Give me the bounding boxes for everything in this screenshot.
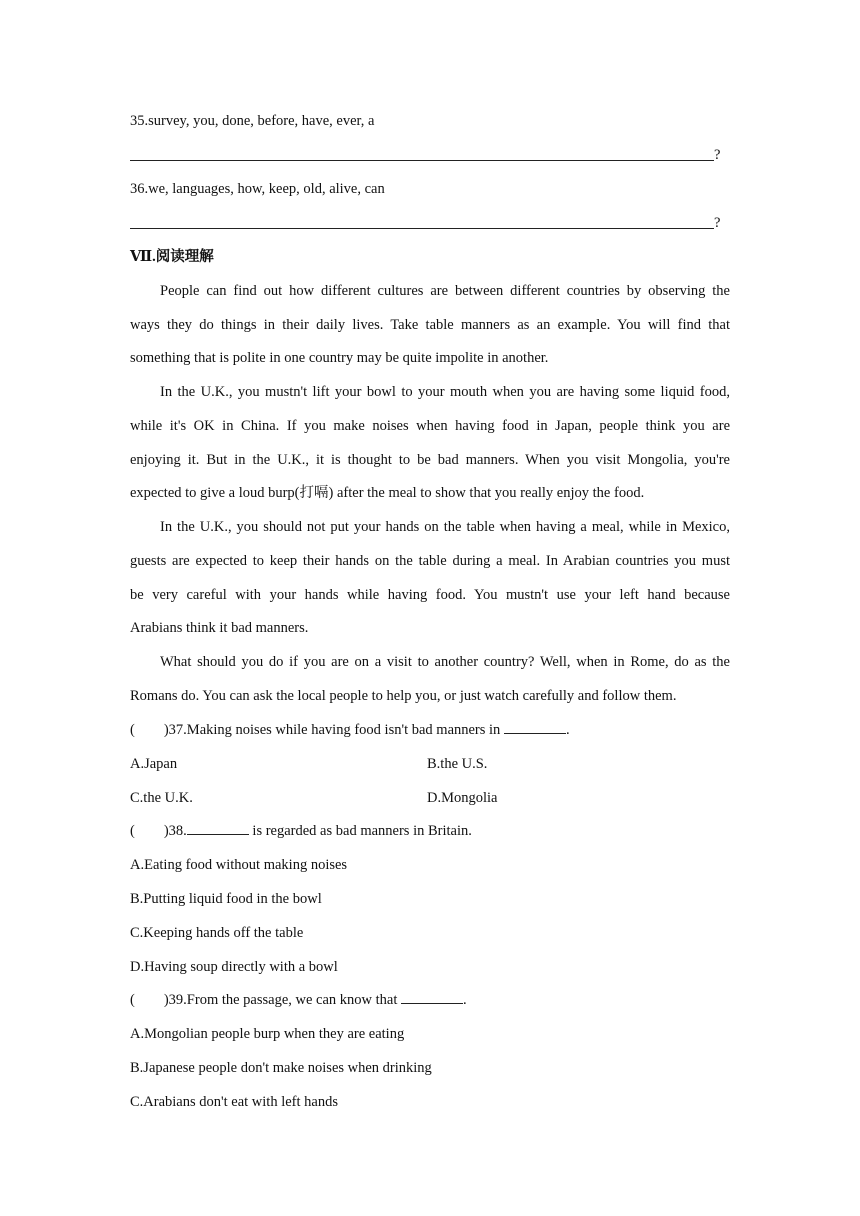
section-title: Ⅶ.阅读理解 (130, 249, 214, 265)
q37-option-c[interactable]: C.the U.K. (130, 790, 193, 806)
passage-p4-line2: Romans do. You can ask the local people to help you, or just watch carefully and follow them. (130, 688, 677, 704)
q39-stem-line (130, 990, 467, 1010)
q35-prompt: 35.survey, you, done, before, have, ever, a (130, 113, 375, 129)
q36-prompt: 36.we, languages, how, keep, old, alive, can (130, 181, 385, 197)
q38-option-c[interactable]: C.Keeping hands off the table (130, 925, 304, 941)
passage-p1-line1: People can find out how different cultures are between different countries by observing the (160, 283, 730, 299)
q39-stem: 39.From the passage, we can know that (168, 992, 398, 1008)
passage-p2-line1: In the U.K., you mustn't lift your bowl to your mouth when you are having some liquid food, (160, 384, 730, 400)
q37-option-a[interactable]: A.Japan (130, 756, 178, 772)
q37-stem-line (130, 720, 570, 740)
q38-option-d[interactable]: D.Having soup directly with a bowl (130, 959, 338, 975)
q37-option-d[interactable]: D.Mongolia (427, 790, 498, 806)
q35-answer-line[interactable] (130, 160, 714, 161)
q38-stem: is regarded as bad manners in Britain. (248, 823, 472, 839)
q39-option-c[interactable]: C.Arabians don't eat with left hands (130, 1094, 338, 1110)
q39-stem-end: . (463, 992, 467, 1008)
q36-question-mark: ? (714, 215, 721, 231)
q39-option-b[interactable]: B.Japanese people don't make noises when drinking (130, 1060, 432, 1076)
passage-p3-line4: Arabians think it bad manners. (130, 620, 309, 636)
passage-p4-line1: What should you do if you are on a visit to another country? Well, when in Rome, do as the (160, 654, 730, 670)
q39-blank (401, 990, 463, 1004)
q37-option-b[interactable]: B.the U.S. (427, 756, 488, 772)
passage-p3-line2: guests are expected to keep their hands on the table during a meal. In Arabian countries you must (130, 553, 730, 569)
passage-p2-line4: expected to give a loud burp(打嗝) after the meal to show that you really enjoy the food. (130, 485, 645, 501)
q38-answer-paren[interactable]: ( ) (130, 823, 169, 839)
q38-blank (187, 821, 249, 835)
passage-p1-line3: something that is polite in one country may be quite impolite in another. (130, 350, 549, 366)
q37-answer-paren[interactable]: ( ) (130, 722, 169, 738)
q37-blank (504, 720, 566, 734)
q38-number: 38. (168, 823, 187, 839)
passage-p3-line1: In the U.K., you should not put your hands on the table when having a meal, while in Mexico, (160, 519, 730, 535)
q38-option-a[interactable]: A.Eating food without making noises (130, 857, 348, 873)
q37-stem-end: . (565, 722, 570, 738)
q38-stem-line (130, 821, 472, 841)
q38-option-b[interactable]: B.Putting liquid food in the bowl (130, 891, 322, 907)
q35-question-mark: ? (714, 147, 721, 163)
passage-p2-line3: enjoying it. But in the U.K., it is thought to be bad manners. When you visit Mongolia, you're (130, 452, 730, 468)
passage-p3-line3: be very careful with your hands while having food. You mustn't use your left hand because (130, 587, 730, 603)
q36-answer-line[interactable] (130, 228, 714, 229)
q37-stem: 37.Making noises while having food isn't bad manners in (168, 722, 501, 738)
q39-option-a[interactable]: A.Mongolian people burp when they are eating (130, 1026, 405, 1042)
passage-p2-line2: while it's OK in China. If you make noises when having food in Japan, people think you are (130, 418, 730, 434)
q39-answer-paren[interactable]: ( ) (130, 992, 169, 1008)
passage-p1-line2: ways they do things in their daily lives. Take table manners as an example. You will find that (130, 317, 730, 333)
